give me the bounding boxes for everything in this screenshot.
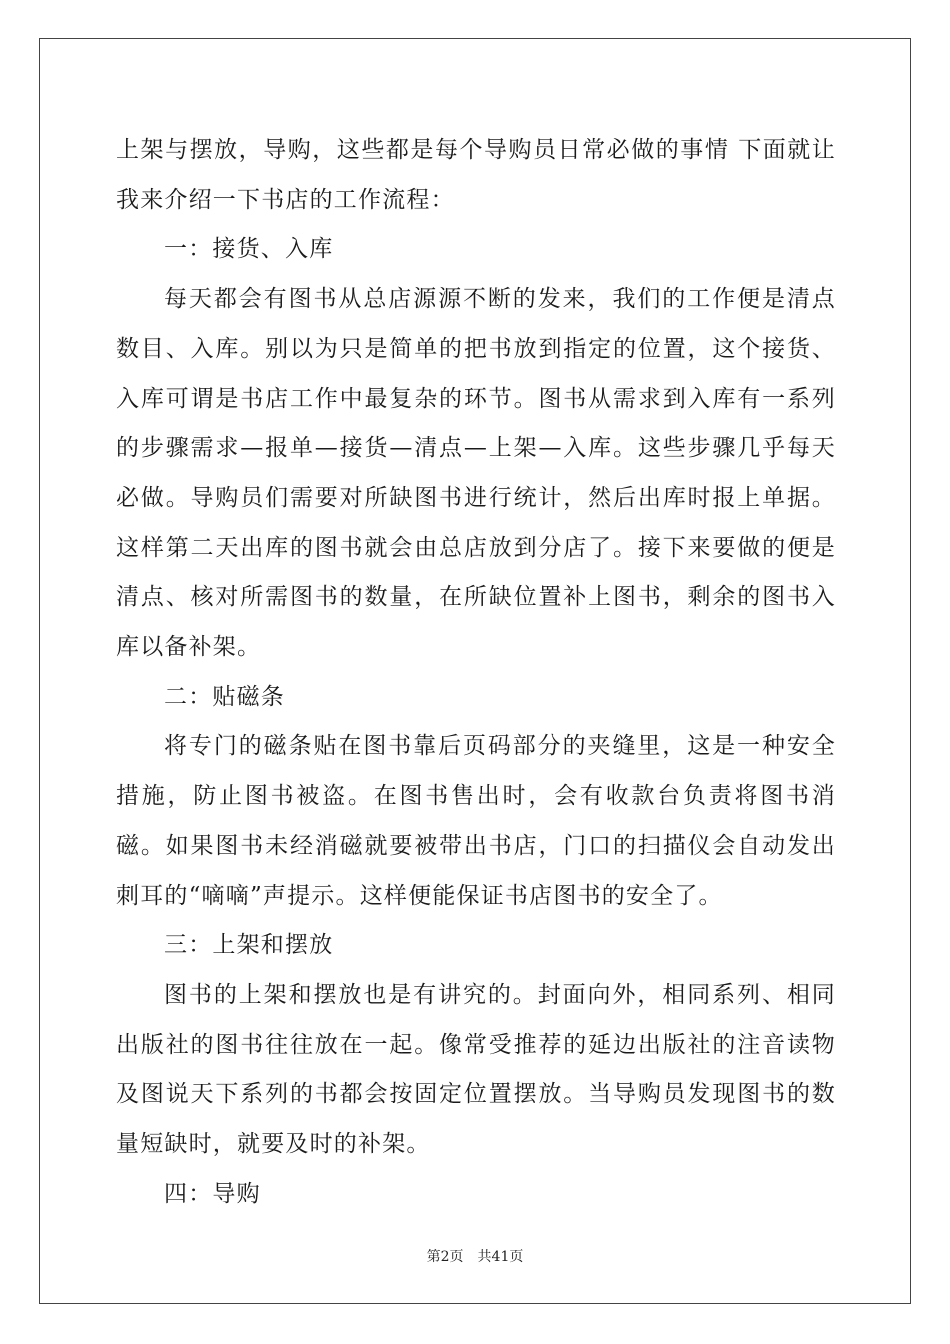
paragraph-shelving: 图书的上架和摆放也是有讲究的。封面向外，相同系列、相同出版社的图书往往放在一起。像常受推荐的延边出版社的注音读物及图说天下系列的书都会按固定位置摆放。当导购员发现图书的数量短缺时，就要及时的补架。	[116, 981, 836, 1158]
section-heading-magnetic-strip: 二：贴磁条	[164, 683, 285, 710]
section-heading-receiving: 一：接货、入库	[164, 236, 334, 263]
page-footer	[0, 1246, 950, 1266]
section-heading-shelving: 三：上架和摆放	[164, 932, 334, 959]
page-number: 第2页	[426, 1249, 464, 1265]
paragraph-receiving: 每天都会有图书从总店源源不断的发来，我们的工作便是清点数目、入库。别以为只是简单的把书放到指定的位置，这个接货、入库可谓是书店工作中最复杂的环节。图书从需求到入库有一系列的步骤需求—报单—接货—清点—上架—入库。这些步骤几乎每天必做。导购员们需要对所缺图书进行统计，然后出库时报上单据。这样第二天出库的图书就会由总店放到分店了。接下来要做的便是清点、核对所需图书的数量，在所缺位置补上图书，剩余的图书入库以备补架。	[116, 286, 836, 661]
paragraph-intro: 上架与摆放，导购，这些都是每个导购员日常必做的事情 下面就让我来介绍一下书店的工作流程：	[116, 137, 836, 213]
paragraph-magnetic-strip: 将专门的磁条贴在图书靠后页码部分的夹缝里，这是一种安全措施，防止图书被盗。在图书售出时，会有收款台负责将图书消磁。如果图书未经消磁就要被带出书店，门口的扫描仪会自动发出刺耳的“嘀嘀”声提示。这样便能保证书店图书的安全了。	[116, 733, 836, 909]
document-body	[116, 126, 836, 1219]
page-total: 共41页	[477, 1249, 524, 1265]
section-heading-guiding: 四：导购	[164, 1180, 261, 1207]
